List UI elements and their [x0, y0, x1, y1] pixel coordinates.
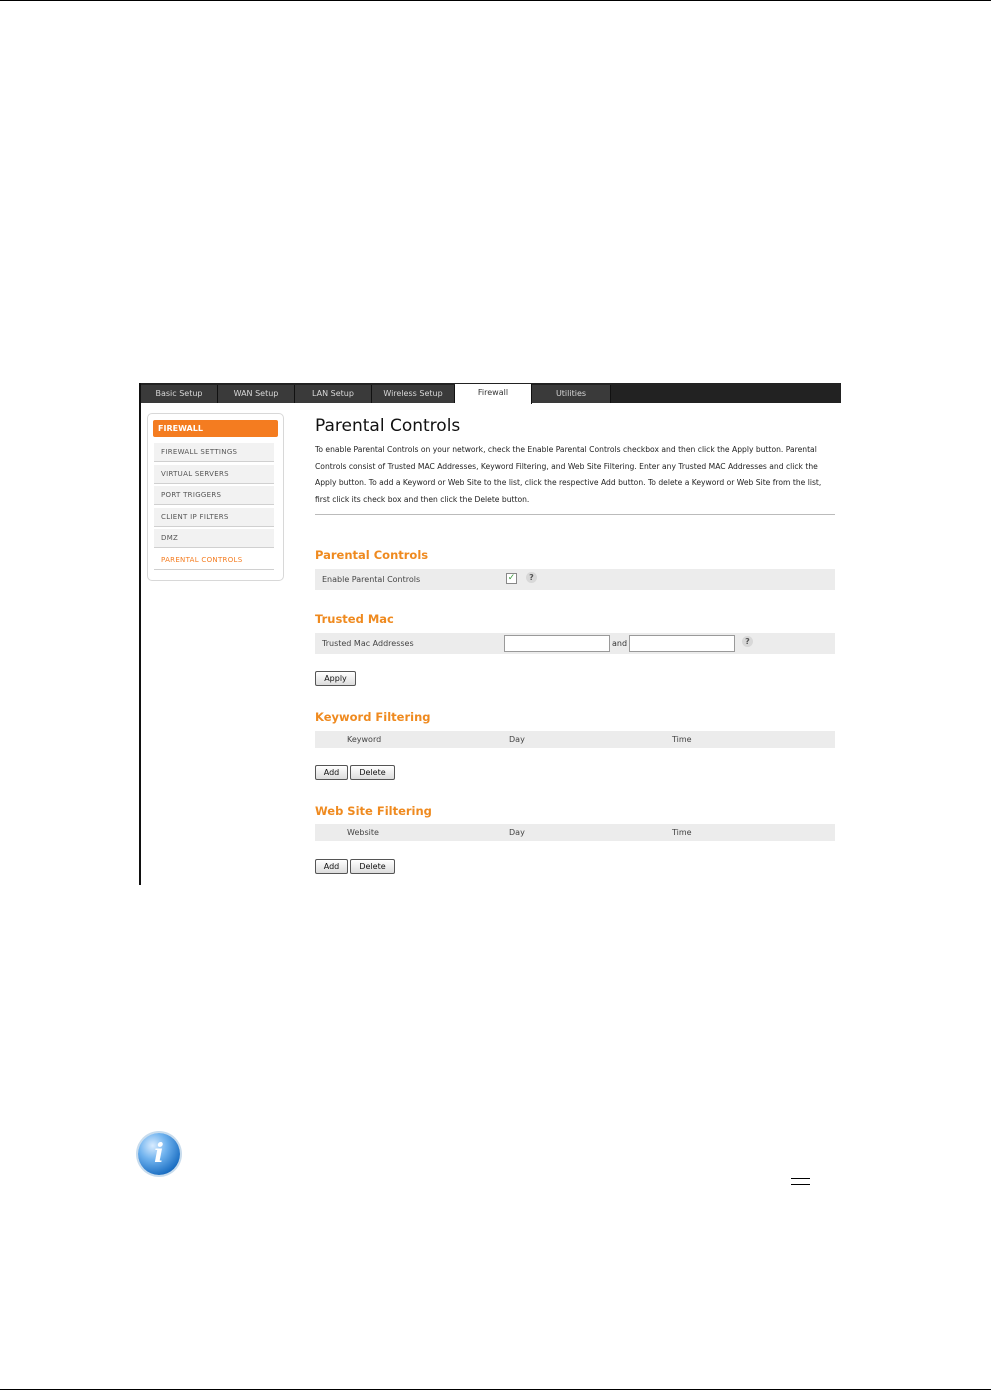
and-text: and	[612, 639, 628, 648]
sidebar-item-parental-controls[interactable]: PARENTAL CONTROLS	[154, 551, 274, 570]
sidebar-item-virtual-servers[interactable]: VIRTUAL SERVERS	[154, 465, 274, 484]
sidebar-item-firewall-settings[interactable]: FIREWALL SETTINGS	[154, 443, 274, 462]
page-title: Parental Controls	[315, 416, 461, 436]
double-rule-mark	[791, 1178, 810, 1185]
website-filtering-section-title: Web Site Filtering	[315, 804, 432, 818]
tab-wan-setup[interactable]: WAN Setup	[218, 385, 295, 403]
day-column-header: Day	[509, 735, 525, 744]
tab-basic-setup[interactable]: Basic Setup	[141, 385, 218, 403]
day-column-header: Day	[509, 828, 525, 837]
sidebar-item-dmz[interactable]: DMZ	[154, 529, 274, 548]
router-ui-screenshot	[139, 383, 841, 885]
help-icon[interactable]: ?	[526, 572, 537, 583]
help-icon[interactable]: ?	[742, 636, 753, 647]
trusted-mac-input-1[interactable]	[504, 635, 610, 652]
keyword-table-header	[315, 731, 835, 748]
enable-parental-label: Enable Parental Controls	[322, 575, 421, 584]
apply-button[interactable]: Apply	[315, 671, 356, 686]
trusted-mac-label: Trusted Mac Addresses	[322, 639, 414, 648]
page-bottom-rule	[0, 1389, 991, 1390]
sidebar-item-port-triggers[interactable]: PORT TRIGGERS	[154, 486, 274, 505]
info-glyph: i	[154, 1139, 164, 1169]
tab-wireless-setup[interactable]: Wireless Setup	[372, 385, 455, 403]
website-column-header: Website	[347, 828, 379, 837]
divider	[315, 514, 835, 515]
sidebar-header: FIREWALL	[153, 420, 278, 437]
keyword-column-header: Keyword	[347, 735, 382, 744]
sidebar	[147, 413, 284, 581]
website-table-header	[315, 824, 835, 841]
page-description: To enable Parental Controls on your network, check the Enable Parental Controls checkbox and then click the Apply button. Parental Controls consist of Trusted MAC Addresses, Keyword Filtering, and Web Site Filtering. Enter any Trusted MAC Addresses and click the Apply button. To add a Keyword or Web Site to the list, click the respective Add button. To delete a Keyword or Web Site from the list, first click its check box and then click the Delete button.	[315, 445, 822, 505]
enable-parental-checkbox[interactable]: ✓	[507, 573, 516, 583]
page-top-rule	[0, 0, 991, 1]
enable-parental-row	[315, 569, 835, 590]
website-delete-button[interactable]: Delete	[350, 859, 395, 874]
info-icon	[138, 1133, 180, 1175]
website-add-button[interactable]: Add	[315, 859, 348, 874]
tab-utilities[interactable]: Utilities	[532, 385, 611, 403]
tab-lan-setup[interactable]: LAN Setup	[295, 385, 372, 403]
keyword-filtering-section-title: Keyword Filtering	[315, 710, 431, 724]
keyword-delete-button[interactable]: Delete	[350, 765, 395, 780]
trusted-mac-row	[315, 633, 835, 654]
time-column-header: Time	[672, 735, 692, 744]
trusted-mac-input-2[interactable]	[629, 635, 735, 652]
parental-controls-section-title: Parental Controls	[315, 548, 429, 562]
trusted-mac-section-title: Trusted Mac	[315, 612, 394, 626]
tab-firewall[interactable]: Firewall	[455, 384, 532, 404]
frame-edge	[139, 383, 141, 885]
keyword-add-button[interactable]: Add	[315, 765, 348, 780]
tab-bar	[141, 383, 841, 403]
time-column-header: Time	[672, 828, 692, 837]
sidebar-item-client-ip-filters[interactable]: CLIENT IP FILTERS	[154, 508, 274, 527]
